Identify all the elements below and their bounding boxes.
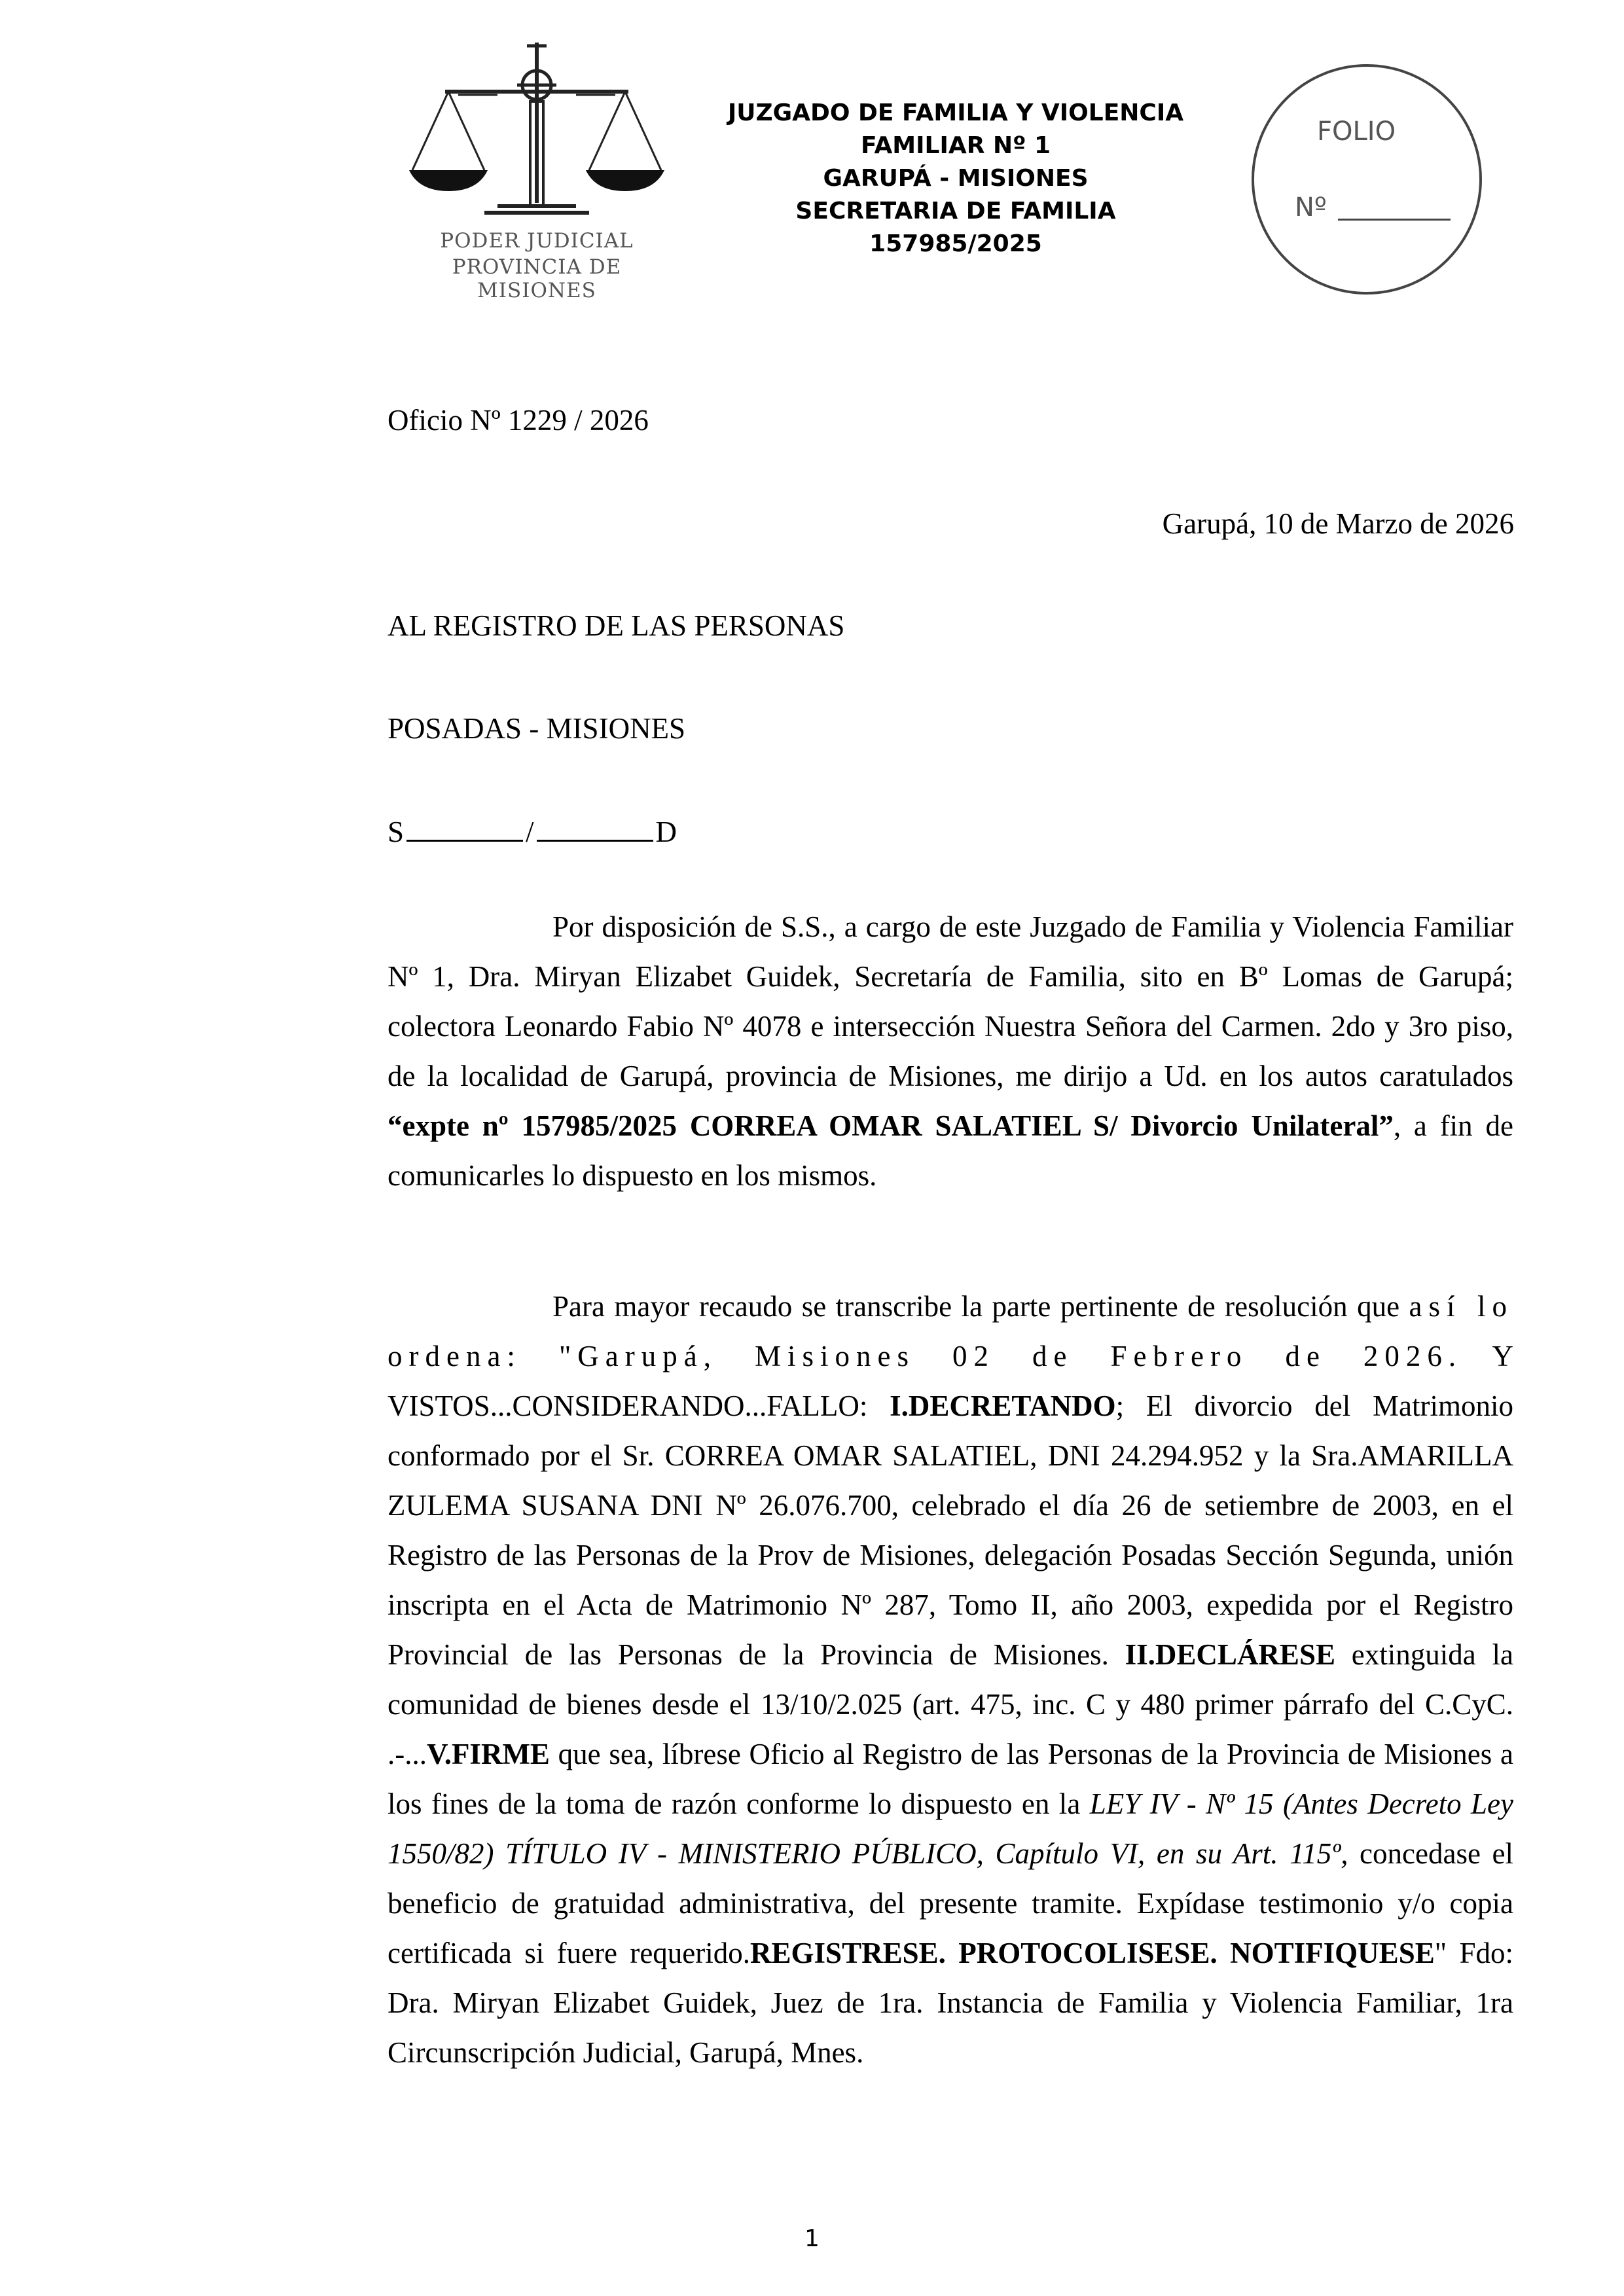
p2-declarese: II.DECLÁRESE	[1125, 1638, 1335, 1671]
folio-stamp-circle	[1252, 64, 1482, 295]
p1-text-b: , a fin de comunicarles lo dispuesto en los mismos.	[388, 1109, 1513, 1192]
p2-firme: V.FIRME	[427, 1738, 550, 1770]
p2-registrese: REGISTRESE. PROTOCOLISESE. NOTIFIQUESE	[750, 1937, 1435, 1969]
paragraph-2	[388, 1282, 1513, 2077]
header-line-court-number: FAMILIAR Nº 1	[860, 132, 1051, 159]
p2-text-c: ; El divorcio del Matrimonio conformado por el Sr. CORREA OMAR SALATIEL, DNI 24.294.952 y la Sra.AMARILLA ZULEMA SUSANA DNI Nº 26.076.700, celebrado el día 26 de setiembre de 2003, en el Registro de las Personas de la Prov de Misiones, delegación Posadas Sección Segunda, unión inscripta en el Acta de Matrimonio Nº 287, Tomo II, año 2003, expedida por el Registro Provincial de las Personas de la Provincia de Misiones.	[388, 1390, 1513, 1671]
p2-text-f: concedase el beneficio de gratuidad administrativa, del presente tramite. Expídase testimonio y/o copia certificada si fuere requerido.	[388, 1837, 1513, 1969]
emblem-text-line1: PODER JUDICIAL	[440, 229, 634, 253]
folio-number-blank	[1338, 219, 1451, 221]
emblem-text-line2: PROVINCIA DE MISIONES	[452, 255, 622, 302]
p2-text-e: que sea, líbrese Oficio al Registro de las Personas de la Provincia de Misiones a los fines de la toma de razón conforme lo dispuesto en la	[388, 1738, 1513, 1820]
p2-text-b: Y VISTOS...CONSIDERANDO...FALLO:	[388, 1340, 1514, 1422]
header-line-court: JUZGADO DE FAMILIA Y VIOLENCIA	[727, 99, 1184, 126]
p1-case-title: “expte nº 157985/2025 CORREA OMAR SALATIEL S/ Divorcio Unilateral”	[388, 1109, 1394, 1142]
p2-decretando: I.DECRETANDO	[890, 1390, 1116, 1422]
recipient-line1: AL REGISTRO DE LAS PERSONAS	[388, 609, 845, 642]
salutation-end: D	[655, 816, 677, 848]
page-number: 1	[804, 2225, 820, 2252]
judicial-emblem-logo	[399, 39, 674, 302]
p2-text-a: Para mayor recaudo se transcribe la parte pertinente de resolución que	[552, 1290, 1409, 1323]
salutation	[388, 808, 677, 857]
p2-text-d: extinguida la comunidad de bienes desde el 13/10/2.025 (art. 475, inc. C y 480 primer párrafo del C.CyC. .-...	[388, 1638, 1514, 1770]
header-line-secretary: SECRETARIA DE FAMILIA	[795, 198, 1116, 224]
scales-of-justice-icon	[399, 39, 674, 255]
salutation-start: S	[388, 816, 405, 848]
p2-text-g: " Fdo: Dra. Miryan Elizabet Guidek, Juez de 1ra. Instancia de Familia y Violencia Familiar, 1ra Circunscripción Judicial, Garupá, Mnes.	[388, 1937, 1513, 2069]
salutation-blank-1	[406, 814, 523, 842]
p1-text-a: Por disposición de S.S., a cargo de este Juzgado de Familia y Violencia Familiar Nº 1, Dra. Miryan Elizabet Guidek, Secretaría de Familia, sito en Bº Lomas de Garupá; colectora Leonardo Fabio Nº 4078 e intersección Nuestra Señora del Carmen. 2do y 3ro piso, de la localidad de Garupá, provincia de Misiones, me dirijo a Ud. en los autos caratulados	[388, 910, 1513, 1092]
folio-label: FOLIO	[1317, 117, 1396, 147]
folio-number-label: Nº	[1295, 192, 1327, 223]
header-line-location: GARUPÁ - MISIONES	[823, 165, 1089, 192]
salutation-separator: /	[526, 816, 534, 848]
salutation-blank-2	[537, 814, 653, 842]
document-date: Garupá, 10 de Marzo de 2026	[1162, 507, 1514, 540]
recipient-line2: POSADAS - MISIONES	[388, 712, 686, 745]
header-line-case-number: 157985/2025	[869, 230, 1042, 257]
paragraph-1	[388, 902, 1513, 1200]
p2-law-reference: LEY IV - Nº 15 (Antes Decreto Ley 1550/82) TÍTULO IV - MINISTERIO PÚBLICO, Capítulo VI, en su Art. 115º,	[388, 1787, 1513, 1870]
oficio-number: Oficio Nº 1229 / 2026	[388, 404, 649, 437]
court-header	[700, 97, 1211, 260]
p2-spaced-text: así lo ordena: "Garupá, Misiones 02 de Febrero de 2026.	[388, 1290, 1514, 1372]
folio-stamp	[1252, 64, 1481, 293]
